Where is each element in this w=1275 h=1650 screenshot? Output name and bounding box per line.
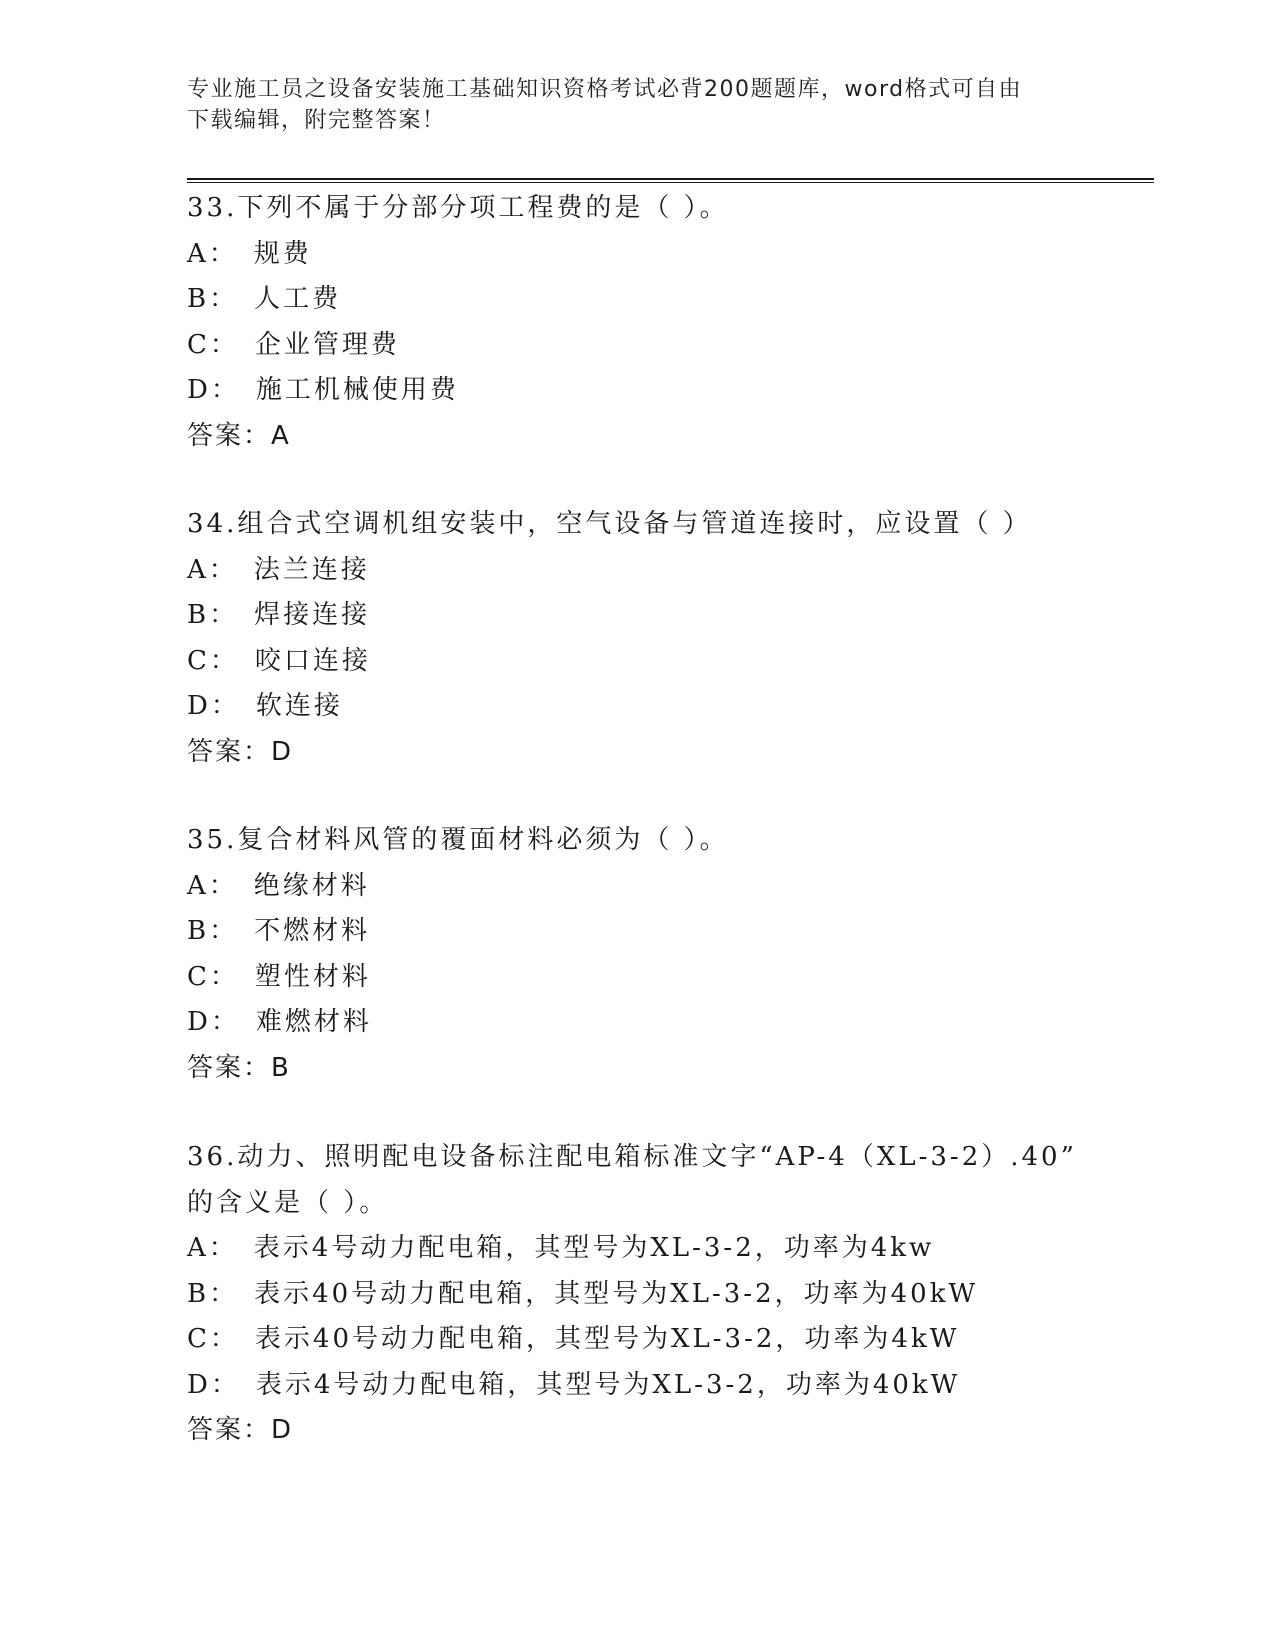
option-key: A： bbox=[187, 1233, 238, 1263]
answer-line: 答案：D bbox=[187, 736, 294, 767]
question-stem bbox=[187, 1134, 1087, 1226]
option-text: 塑性材料 bbox=[254, 961, 371, 992]
option-key: B： bbox=[187, 600, 239, 630]
question-stem: 35.复合材料风管的覆面材料必须为（ ）。 bbox=[187, 825, 729, 855]
option-key: D： bbox=[187, 375, 240, 405]
option-d bbox=[187, 368, 1087, 414]
option-a bbox=[187, 1226, 1087, 1272]
header-divider-thin bbox=[187, 182, 1154, 183]
option-key: C： bbox=[187, 1324, 239, 1354]
option-text: 施工机械使用费 bbox=[255, 375, 459, 405]
option-c bbox=[187, 323, 1087, 369]
answer-line: 答案：A bbox=[187, 420, 291, 451]
option-key: A： bbox=[187, 554, 238, 585]
option-text: 焊接连接 bbox=[254, 600, 371, 630]
question-stem-line-1: 36.动力、照明配电设备标注配电箱标准文字“AP-4（XL-3-2）.40” bbox=[187, 1142, 1077, 1172]
header-line-2: 下载编辑，附完整答案！ bbox=[187, 108, 446, 133]
option-d bbox=[187, 1000, 1087, 1046]
option-text: 软连接 bbox=[255, 691, 343, 721]
question-stem: 34.组合式空调机组安装中，空气设备与管道连接时，应设置（ ） bbox=[187, 509, 1032, 539]
option-key: D： bbox=[187, 1007, 240, 1037]
option-d bbox=[187, 1363, 1087, 1409]
answer-line: 答案：B bbox=[187, 1052, 291, 1083]
question-35 bbox=[187, 818, 1087, 1091]
option-text: 人工费 bbox=[254, 284, 342, 314]
option-a bbox=[187, 548, 1087, 594]
option-text: 咬口连接 bbox=[254, 645, 371, 676]
option-text: 表示4号动力配电箱，其型号为XL-3-2，功率为40kW bbox=[255, 1369, 961, 1400]
question-stem: 33.下列不属于分部分项工程费的是（ ）。 bbox=[187, 193, 729, 223]
question-33 bbox=[187, 186, 1087, 459]
option-key: C： bbox=[187, 961, 239, 992]
option-c bbox=[187, 1317, 1087, 1363]
option-key: D： bbox=[187, 1369, 240, 1400]
option-text: 表示40号动力配电箱，其型号为XL-3-2，功率为4kW bbox=[254, 1324, 960, 1354]
option-text: 表示40号动力配电箱，其型号为XL-3-2，功率为40kW bbox=[254, 1278, 979, 1309]
question-stem-line-2: 的含义是（ ）。 bbox=[187, 1188, 389, 1218]
option-key: A： bbox=[187, 870, 238, 901]
option-text: 表示4号动力配电箱，其型号为XL-3-2，功率为4kw bbox=[253, 1233, 935, 1263]
option-b bbox=[187, 277, 1087, 323]
option-key: A： bbox=[187, 238, 238, 269]
option-c bbox=[187, 955, 1087, 1001]
option-key: C： bbox=[187, 329, 239, 360]
answer-line: 答案：D bbox=[187, 1415, 294, 1445]
option-key: D： bbox=[187, 691, 240, 721]
question-34 bbox=[187, 502, 1087, 775]
option-text: 法兰连接 bbox=[253, 554, 370, 585]
option-text: 不燃材料 bbox=[254, 916, 371, 946]
option-key: B： bbox=[187, 1278, 239, 1309]
option-b bbox=[187, 909, 1087, 955]
option-key: B： bbox=[187, 916, 239, 946]
document-header bbox=[187, 74, 1067, 136]
option-c bbox=[187, 639, 1087, 685]
option-key: C： bbox=[187, 645, 239, 676]
option-text: 绝缘材料 bbox=[253, 870, 370, 901]
question-36 bbox=[187, 1134, 1087, 1454]
option-a bbox=[187, 232, 1087, 278]
header-divider-thick bbox=[187, 178, 1154, 180]
option-b bbox=[187, 593, 1087, 639]
option-text: 难燃材料 bbox=[255, 1007, 372, 1037]
header-line-1: 专业施工员之设备安装施工基础知识资格考试必背200题题库，word格式可自由 bbox=[187, 77, 1023, 102]
option-d bbox=[187, 684, 1087, 730]
option-text: 企业管理费 bbox=[254, 329, 400, 360]
option-b bbox=[187, 1272, 1087, 1318]
option-text: 规费 bbox=[253, 238, 312, 269]
option-key: B： bbox=[187, 284, 239, 314]
option-a bbox=[187, 864, 1087, 910]
